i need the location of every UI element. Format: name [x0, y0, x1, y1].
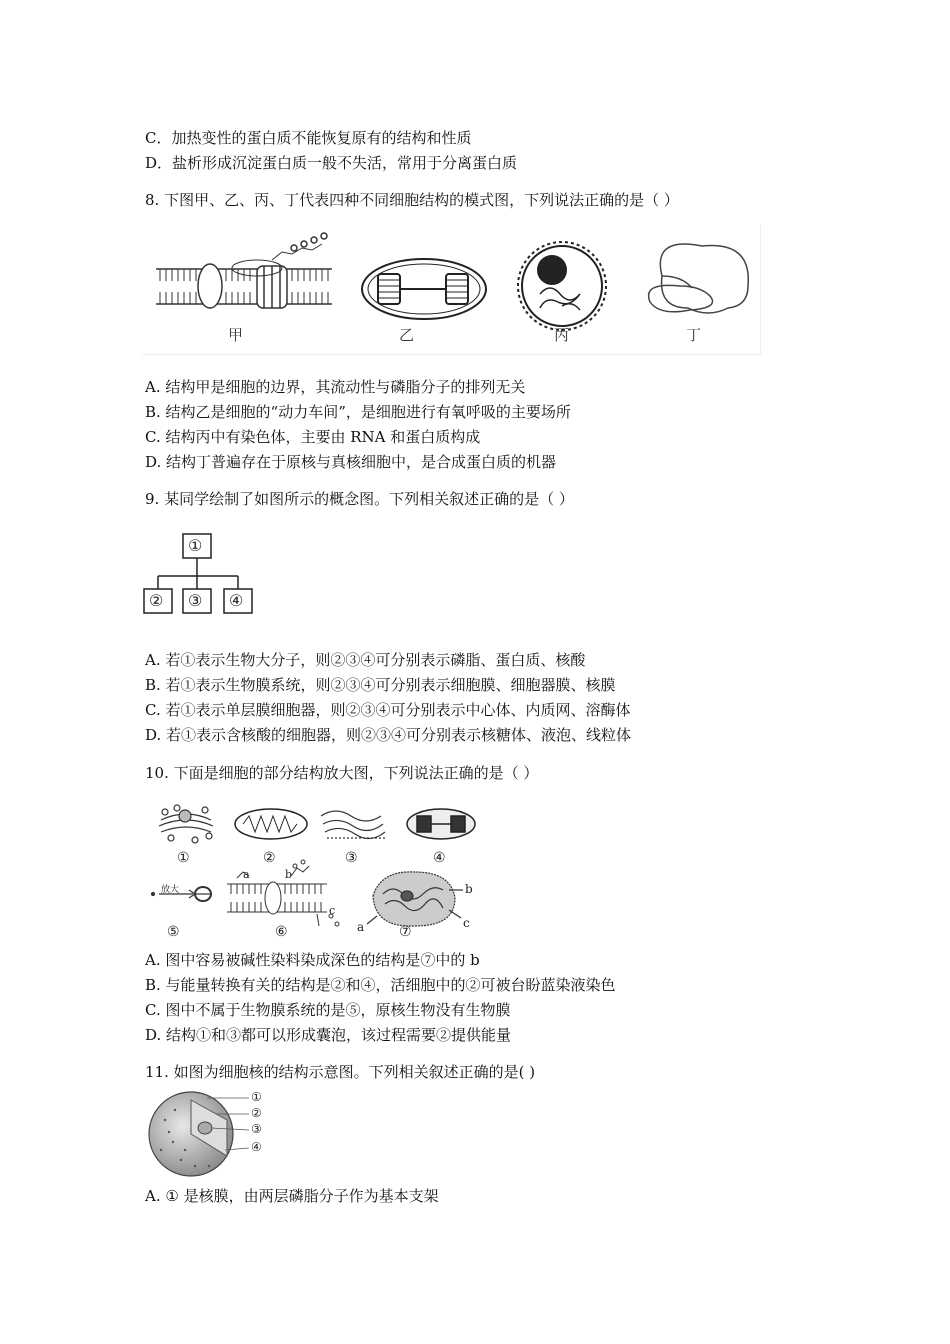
q10-diagrams [145, 798, 485, 948]
q10-label-a7: a [357, 920, 365, 934]
q9-concept-map [143, 532, 263, 616]
q10-num-7: ⑦ [399, 924, 412, 940]
q8-option-a: A. 结构甲是细胞的边界，其流动性与磷脂分子的排列无关 [145, 378, 526, 396]
q10-label-b7: b [465, 882, 473, 896]
q10-num-6: ⑥ [275, 924, 288, 940]
q8-label-bing: 丙 [554, 326, 570, 344]
membrane-diagram [156, 233, 332, 308]
q10-stem: 10. 下面是细胞的部分结构放大图，下列说法正确的是（ ） [145, 764, 539, 782]
nucleus-diagram-7 [367, 872, 463, 926]
mito-diagram [235, 809, 307, 839]
q10-num-3: ③ [345, 850, 358, 866]
q10-label-a6: a [243, 868, 250, 881]
q8-stem: 8. 下图甲、乙、丙、丁代表四种不同细胞结构的模式图，下列说法正确的是（ ） [145, 191, 679, 209]
q10-label-c7: c [463, 916, 470, 930]
q9-option-b: B. 若①表示生物膜系统，则②③④可分别表示细胞膜、细胞器膜、核膜 [145, 676, 616, 694]
q10-option-c: C. 图中不属于生物膜系统的是⑤，原核生物没有生物膜 [145, 1001, 511, 1019]
golgi-diagram [159, 805, 213, 843]
q10-num-2: ② [263, 850, 276, 866]
q10-enlarge-label: 放大 [161, 885, 180, 895]
q8-label-yi: 乙 [399, 326, 415, 344]
q11-figure [145, 1090, 275, 1178]
q8-option-b: B. 结构乙是细胞的“动力车间”，是细胞进行有氧呼吸的主要场所 [145, 403, 571, 421]
q11-num-2: ② [251, 1106, 262, 1120]
q9-box-3: ③ [188, 591, 203, 610]
q10-num-1: ① [177, 850, 190, 866]
q10-option-a: A. 图中容易被碱性染料染成深色的结构是⑦中的 b [145, 951, 480, 969]
q8-label-jia: 甲 [228, 326, 244, 344]
q9-box-2: ② [149, 591, 164, 610]
q11-num-3: ③ [251, 1122, 262, 1136]
q10-label-b6: b [285, 868, 293, 881]
q9-option-a: A. 若①表示生物大分子，则②③④可分别表示磷脂、蛋白质、核酸 [145, 651, 586, 669]
q7-option-c: C．加热变性的蛋白质不能恢复原有的结构和性质 [145, 129, 472, 147]
q8-option-d: D. 结构丁普遍存在于原核与真核细胞中，是合成蛋白质的机器 [145, 453, 557, 471]
nucleus-diagram [518, 242, 606, 330]
q10-num-4: ④ [433, 850, 446, 866]
q9-box-1: ① [188, 536, 203, 555]
q10-label-c6: c [329, 904, 336, 917]
q10-figure [145, 798, 485, 948]
chloroplast-diagram [407, 809, 475, 839]
q9-option-d: D. 若①表示含核酸的细胞器，则②③④可分别表示核糖体、液泡、线粒体 [145, 726, 632, 744]
q9-box-4: ④ [229, 591, 244, 610]
q11-stem: 11. 如图为细胞核的结构示意图。下列相关叙述正确的是( ) [145, 1063, 536, 1081]
q9-stem: 9. 某同学绘制了如图所示的概念图。下列相关叙述正确的是（ ） [145, 490, 574, 508]
q10-num-5: ⑤ [167, 924, 180, 940]
ribosome-diagram [649, 244, 749, 313]
er-diagram [321, 811, 387, 839]
q8-label-ding: 丁 [686, 326, 702, 344]
q11-num-4: ④ [251, 1140, 262, 1154]
mitochondrion-diagram [362, 259, 486, 319]
q8-option-c: C. 结构丙中有染色体，主要由 RNA 和蛋白质构成 [145, 428, 481, 446]
q11-option-a: A. ① 是核膜，由两层磷脂分子作为基本支架 [145, 1187, 439, 1205]
q7-option-d: D．盐析形成沉淀蛋白质一般不失活，常用于分离蛋白质 [145, 154, 518, 172]
q8-figure [142, 224, 761, 355]
q10-option-d: D. 结构①和③都可以形成囊泡，该过程需要②提供能量 [145, 1026, 512, 1044]
q11-num-1: ① [251, 1090, 262, 1104]
q9-option-c: C. 若①表示单层膜细胞器，则②③④可分别表示中心体、内质网、溶酶体 [145, 701, 631, 719]
q10-option-b: B. 与能量转换有关的结构是②和④，活细胞中的②可被台盼蓝染液染色 [145, 976, 616, 994]
